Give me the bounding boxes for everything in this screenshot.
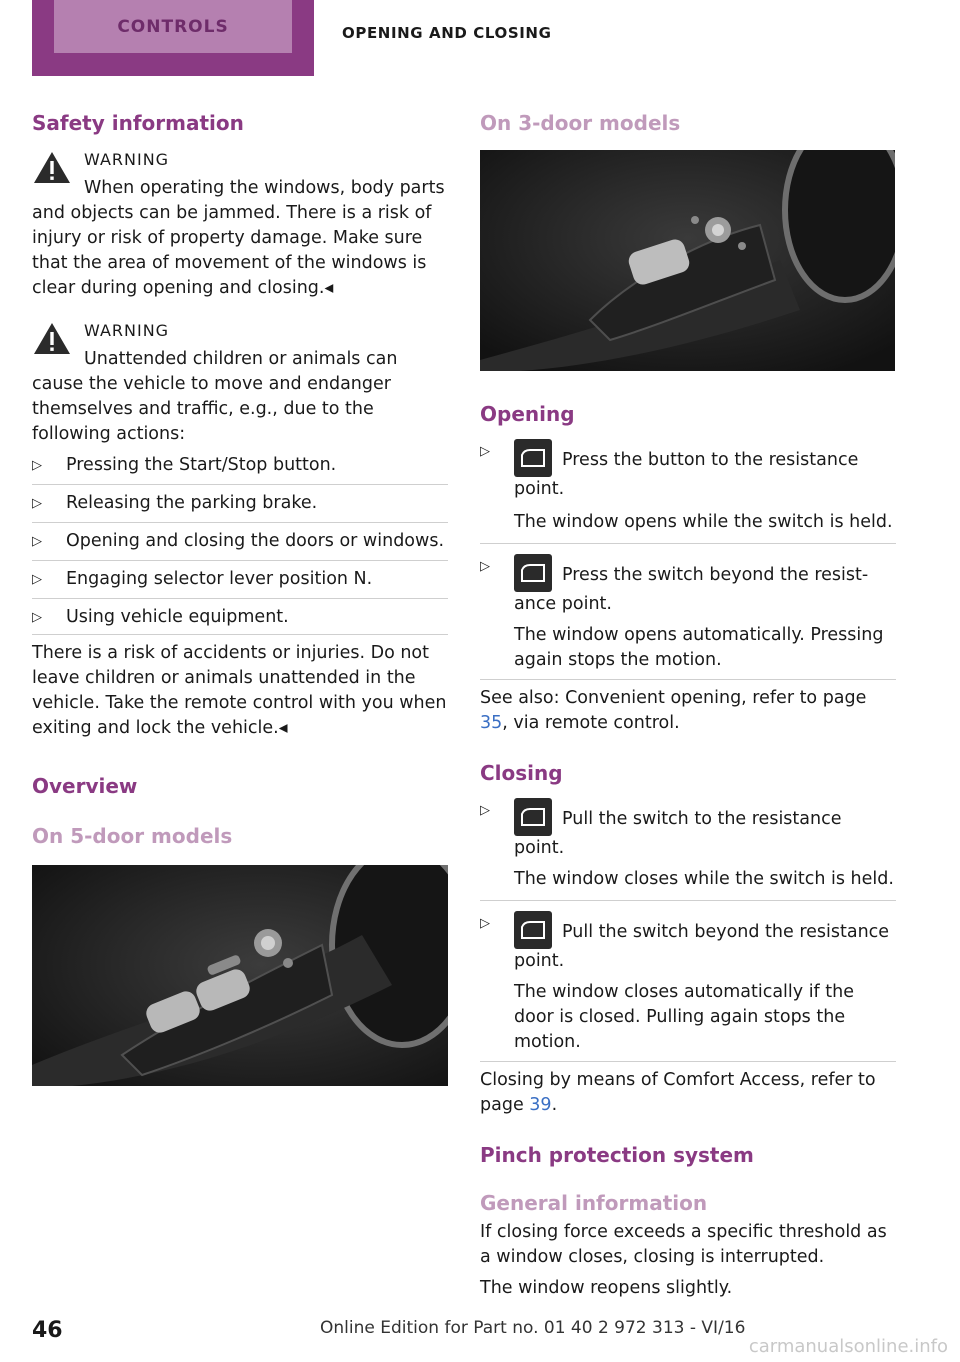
window-switch-icon [514, 911, 552, 949]
instruction-detail: The window closes automatically if the door is closed. Pulling again stops the motion. [514, 982, 854, 1052]
see-also-text: See also: Convenient opening, refer to page [480, 688, 867, 708]
warning-text: cause the vehicle to move and endanger themselves and traffic, e.g., due to the following actions: [32, 374, 391, 444]
three-door-switch-photo [480, 150, 895, 371]
five-door-switch-photo [32, 865, 448, 1086]
left-column [32, 108, 448, 1086]
triangle-bullet-icon: ▷ [32, 534, 42, 549]
list-item [32, 561, 448, 599]
warning-first-line: When operating the windows, body parts [84, 178, 445, 198]
triangle-bullet-icon: ▷ [32, 458, 42, 473]
triangle-bullet-icon: ▷ [32, 610, 42, 625]
closing-list [480, 798, 896, 1055]
section-tab [32, 0, 314, 76]
overview-heading: Overview [32, 774, 138, 798]
edition-footer: Online Edition for Part no. 01 40 2 972 313 - VI/16 [320, 1318, 746, 1338]
reopen-text: The window reopens slightly. [480, 1278, 733, 1298]
list-item-text: Pressing the Start/Stop button. [66, 455, 337, 475]
see-also-suffix: , via remote control. [502, 713, 680, 733]
warning-label: WARNING [84, 150, 170, 169]
general-info-heading: General information [480, 1191, 708, 1215]
right-column [480, 108, 896, 1301]
page-link[interactable]: 39 [529, 1095, 552, 1115]
list-item-text: Using vehicle equipment. [66, 607, 289, 627]
warning-label: WARNING [84, 321, 170, 340]
list-item [32, 485, 448, 523]
chapter-title: OPENING AND CLOSING [342, 24, 552, 42]
instruction-text: Press the button to the resistance point. [514, 450, 859, 499]
triangle-bullet-icon: ▷ [32, 496, 42, 511]
warning-triangle-icon [32, 321, 72, 357]
five-door-heading: On 5-door models [32, 824, 233, 848]
triangle-bullet-icon: ▷ [32, 572, 42, 587]
window-switch-icon [514, 554, 552, 592]
triangle-bullet-icon: ▷ [480, 559, 490, 574]
triangle-bullet-icon: ▷ [480, 916, 490, 931]
list-item [480, 439, 896, 544]
list-item [32, 599, 448, 635]
actions-list [32, 453, 448, 635]
comfort-text: Closing by means of Comfort Access, refer to page [480, 1070, 876, 1115]
watermark: carmanualsonline.info [748, 1336, 948, 1357]
page-link[interactable]: 35 [480, 713, 503, 733]
list-item [480, 798, 896, 901]
warning-triangle-icon [32, 150, 72, 186]
comfort-access-paragraph [480, 1061, 896, 1118]
triangle-bullet-icon: ▷ [480, 803, 490, 818]
pinch-heading: Pinch protection system [480, 1143, 754, 1167]
opening-list [480, 439, 896, 673]
warning-text: and objects can be jammed. There is a risk of injury or risk of property damage. Make sure that the area of movement of the windows is clear during opening and closing.◂ [32, 203, 432, 298]
instruction-text: Pull the switch to the resistance point. [514, 809, 842, 858]
instruction-text: Pull the switch beyond the resistance point. [514, 922, 890, 971]
opening-heading: Opening [480, 402, 575, 426]
list-item-text: Engaging selector lever position N. [66, 569, 373, 589]
closing-heading: Closing [480, 761, 563, 785]
three-door-heading: On 3-door models [480, 111, 681, 135]
instruction-detail: The window opens automatically. Pressing again stops the motion. [514, 625, 884, 670]
triangle-bullet-icon: ▷ [480, 444, 490, 459]
instruction-text: Press the switch beyond the resistance point. [514, 565, 869, 614]
window-switch-icon [514, 439, 552, 477]
section-tab-label: CONTROLS [54, 0, 292, 53]
closing-paragraph: There is a risk of accidents or injuries. Do not leave children or animals unattended in the vehicle. Take the remote control with you when exiting and lock the vehicle.◂ [32, 643, 447, 738]
list-item-text: Releasing the parking brake. [66, 493, 318, 513]
page-number: 46 [32, 1318, 63, 1343]
safety-heading: Safety information [32, 111, 244, 135]
list-item [32, 523, 448, 561]
window-switch-icon [514, 798, 552, 836]
warning-block-1 [32, 148, 448, 301]
warning-block-2 [32, 319, 448, 447]
instruction-detail: The window closes while the switch is held. [514, 869, 894, 889]
list-item [480, 901, 896, 1055]
general-info-text: If closing force exceeds a specific threshold as a window closes, closing is interrupted. [480, 1222, 887, 1267]
instruction-detail: The window opens while the switch is held. [514, 512, 893, 532]
list-item [480, 544, 896, 673]
see-also-paragraph [480, 679, 896, 736]
list-item-text: Opening and closing the doors or windows. [66, 531, 445, 551]
warning-first-line: Unattended children or animals can [84, 349, 398, 369]
comfort-suffix: . [551, 1095, 558, 1115]
list-item [32, 453, 448, 485]
